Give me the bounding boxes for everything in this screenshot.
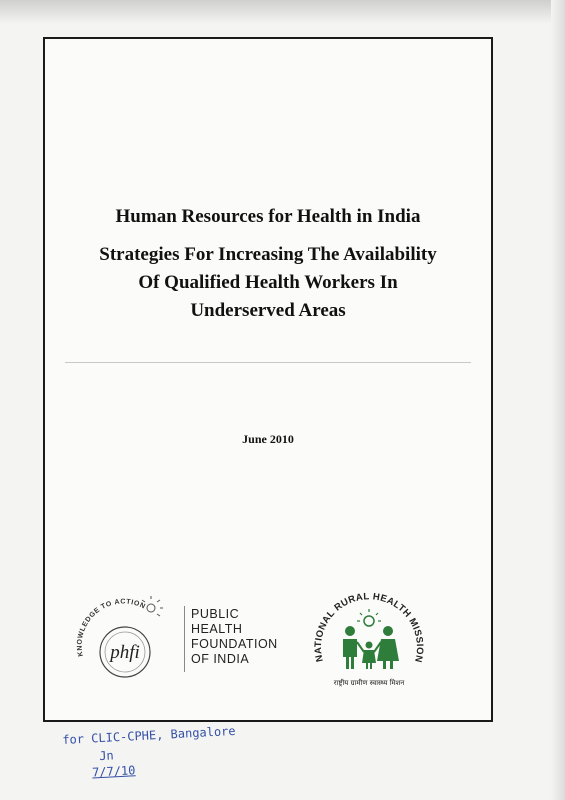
nrhm-hindi-text: राष्ट्रीय ग्रामीण स्वास्थ्य मिशन bbox=[333, 679, 405, 687]
phfi-separator bbox=[184, 606, 185, 672]
phfi-mark: phfi bbox=[110, 642, 140, 663]
handwritten-annotation bbox=[62, 724, 238, 781]
handwritten-line-1: for CLIC-CPHE, Bangalore bbox=[62, 723, 236, 747]
phfi-name-line: PUBLIC bbox=[191, 607, 240, 621]
cover-frame bbox=[43, 37, 493, 722]
nrhm-arc-text: NATIONAL RURAL HEALTH MISSION bbox=[312, 591, 426, 664]
phfi-arc-text: KNOWLEDGE TO ACTION bbox=[76, 598, 147, 658]
nrhm-logo-icon bbox=[303, 579, 435, 691]
document-subtitle-line-1: Strategies For Increasing The Availability bbox=[99, 244, 437, 265]
document-subtitle-line-3: Underserved Areas bbox=[190, 300, 346, 321]
document-title: Human Resources for Health in India bbox=[115, 206, 421, 227]
nrhm-family-icon bbox=[343, 609, 399, 669]
phfi-name-line: HEALTH bbox=[191, 622, 243, 636]
handwritten-date: 7/7/10 bbox=[91, 763, 136, 780]
phfi-name bbox=[191, 607, 278, 667]
document-subtitle-line-2: Of Qualified Health Workers In bbox=[138, 272, 398, 293]
phfi-logo-icon bbox=[69, 594, 181, 684]
scan-shadow-top bbox=[0, 0, 565, 24]
scan-shadow-right bbox=[551, 0, 565, 800]
phfi-name-line: FOUNDATION bbox=[191, 637, 278, 651]
handwritten-line-2: Jn bbox=[98, 748, 115, 764]
phfi-name-line: OF INDIA bbox=[191, 652, 250, 666]
publication-date: June 2010 bbox=[242, 432, 294, 446]
title-divider bbox=[65, 362, 471, 363]
